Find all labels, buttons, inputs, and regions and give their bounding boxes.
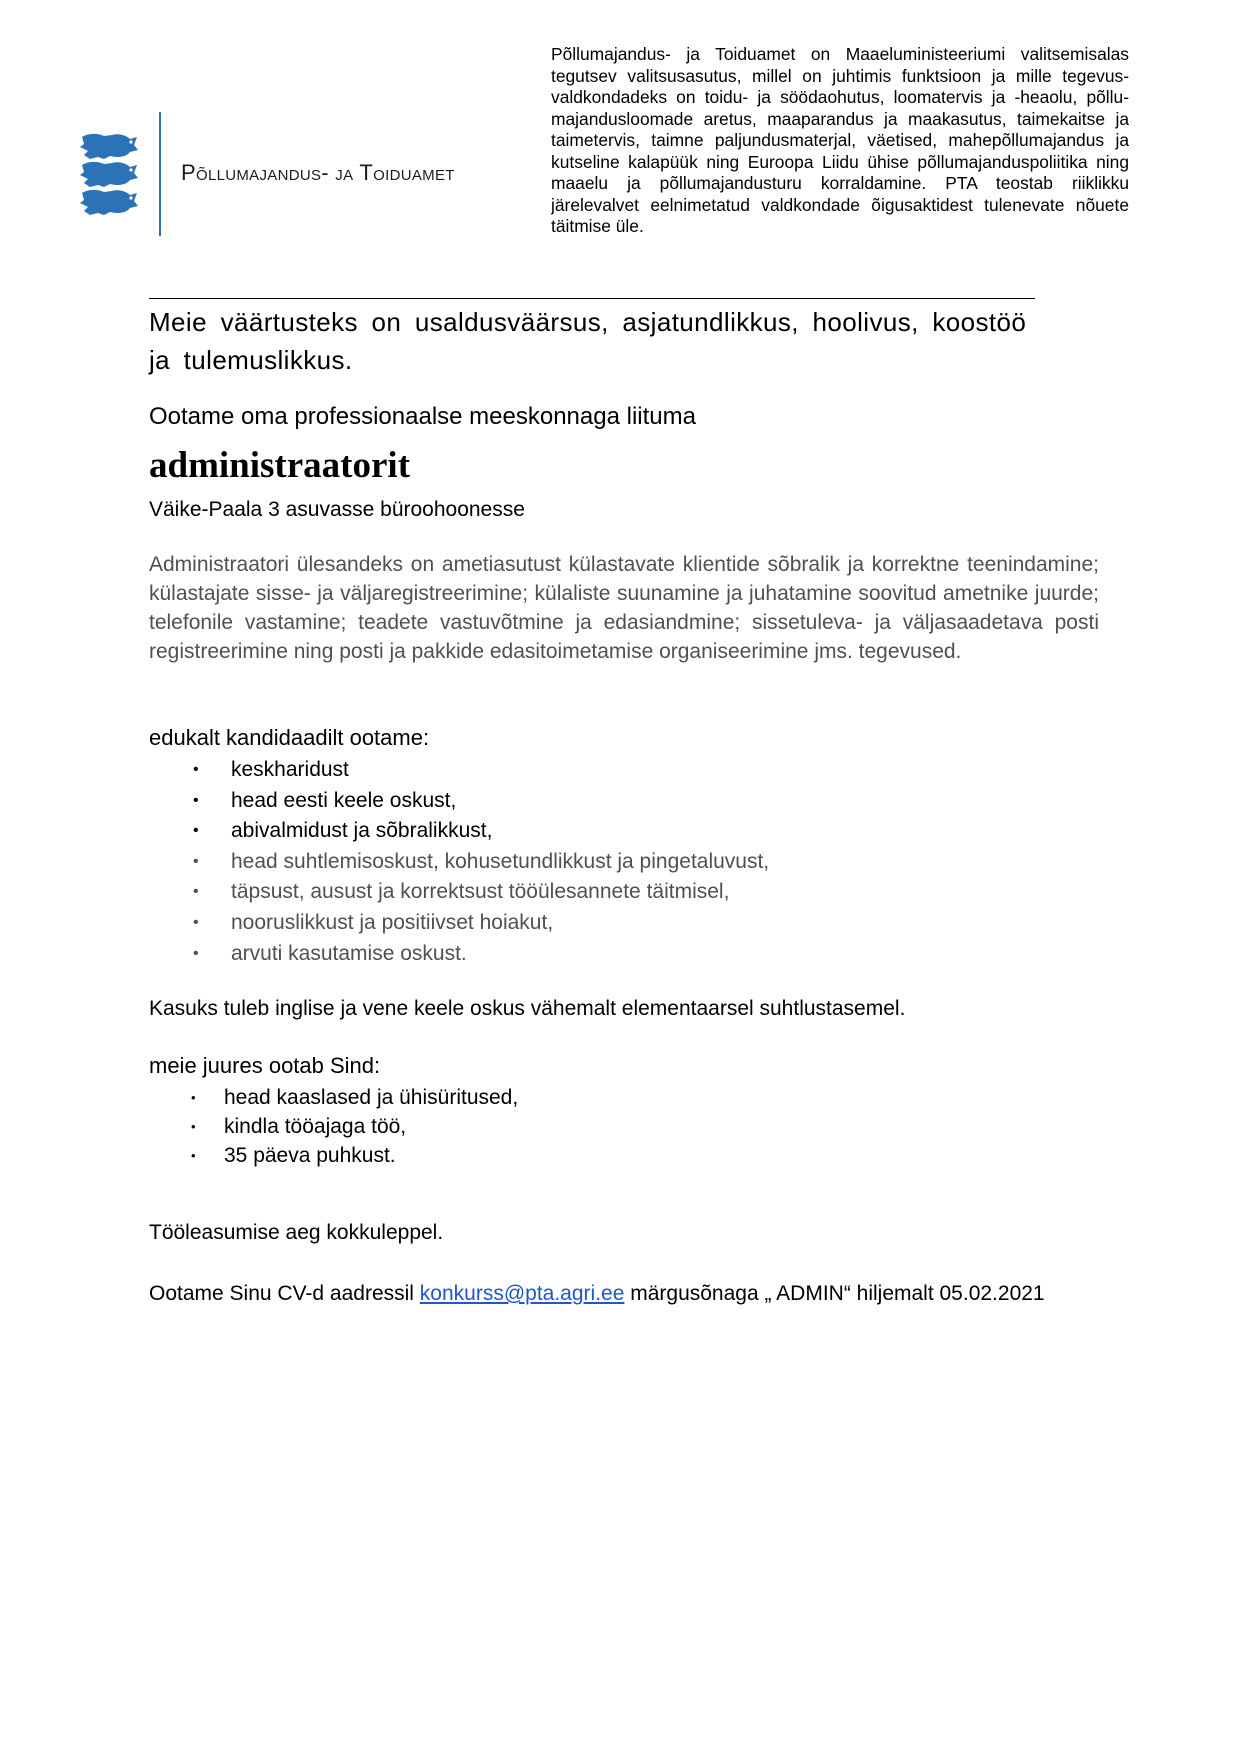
list-item	[149, 1112, 518, 1141]
location-line: Väike-Paala 3 asuvasse büroohoonesse	[149, 498, 525, 521]
list-item-text: kindla tööajaga töö,	[224, 1115, 407, 1138]
list-item-text: head kaaslased ja ühisüritused,	[224, 1086, 519, 1109]
list-item-text: keskharidust	[231, 758, 349, 781]
requirements-heading: edukalt kandidaadilt ootame:	[149, 725, 430, 750]
requirements-list	[149, 755, 769, 969]
contact-paragraph	[149, 1279, 1129, 1309]
horizontal-divider	[149, 298, 1035, 299]
values-statement: Meie väärtusteks on usaldusväärsus, asjatundlikkus, hoolivus, koostöö ja tulemuslikkus.	[149, 307, 1027, 375]
bullet-icon: •	[191, 1148, 196, 1163]
list-item-text: arvuti kasutamise oskust.	[231, 941, 467, 965]
bullet-icon: •	[193, 944, 199, 962]
bullet-icon: •	[193, 822, 199, 840]
list-item-text: head eesti keele oskust,	[231, 788, 457, 812]
logo-divider	[159, 112, 161, 236]
deadline-text: märgusõnaga „ ADMIN“ hiljemalt 05.02.2021	[624, 1282, 1045, 1305]
bullet-icon: •	[193, 791, 199, 809]
bullet-icon: •	[193, 852, 199, 870]
list-item	[149, 786, 769, 817]
list-item-text: nooruslikkust ja positiivset hoiakut,	[231, 910, 554, 934]
offer-heading: meie juures ootab Sind:	[149, 1053, 381, 1078]
organization-description: Põllumajandus- ja Toiduamet on Maaeluministeeriumi valitsemisalas tegutsev valitsusasutus, millel on juhtimis funktsioon ja mille tegevus- valdkondadeks on toidu- ja söödaohutus, loomatervis ja -heaolu, põllu- majandusloomade aretus, maaparandus ja maakasutus, taimekaitse ja taimetervis, taimne paljundusmaterjal, väetised, mahepõllumajandus ja kutseline kalapüük ning Euroopa Liidu ühise põllumajanduspoliitika ning maaelu ja põllumajandusturu korraldamine. PTA teostab riiklikku järelevalvet eelnimetatud valdkondade õigusaktidest tulenevate nõuete täitmise üle.	[551, 44, 1129, 236]
list-item	[149, 908, 769, 939]
list-item-text: 35 päeva puhkust.	[224, 1144, 396, 1167]
list-item	[149, 939, 769, 970]
offer-list	[149, 1083, 518, 1170]
organization-name: Põllumajandus- ja Toiduamet	[181, 160, 455, 185]
bullet-icon: •	[191, 1090, 196, 1105]
list-item	[149, 755, 769, 786]
start-time-line: Tööleasumise aeg kokkuleppel.	[149, 1221, 444, 1244]
language-skills-line: Kasuks tuleb inglise ja vene keele oskus vähemalt elementaarsel suhtlustasemel.	[149, 997, 906, 1020]
contact-text: Ootame Sinu CV-d aadressil	[149, 1282, 420, 1305]
bullet-icon: •	[193, 913, 199, 931]
list-item	[149, 877, 769, 908]
lion-icon	[80, 162, 138, 187]
three-lions-coat-of-arms-logo	[78, 132, 140, 216]
bullet-icon: •	[193, 761, 199, 778]
list-item-text: täpsust, ausust ja korrektsust tööülesannete täitmisel,	[231, 880, 730, 904]
lion-icon	[80, 190, 138, 215]
bullet-icon: •	[191, 1119, 196, 1134]
invitation-line: Ootame oma professionaalse meeskonnaga liituma	[149, 403, 696, 430]
list-item-text: head suhtlemisoskust, kohusetundlikkust ja pingetaluvust,	[231, 849, 770, 873]
list-item	[149, 1141, 518, 1170]
lion-icon	[80, 134, 138, 159]
list-item	[149, 1083, 518, 1112]
email-link[interactable]: konkurss@pta.agri.ee	[419, 1282, 625, 1305]
duties-paragraph: Administraatori ülesandeks on ametiasutust külastavate klientide sõbralik ja korrektne teenindamine; külastajate sisse- ja väljaregistreerimine; külaliste suunamine ja juhatamine soovitud ametnike juurde; telefonile vastamine; teadete vastuvõtmine ja edasiandmine; sissetuleva- ja väljasaadetava posti registreerimine ning posti ja pakkide edasitoimetamise organiseerimine jms. tegevused.	[149, 553, 1099, 663]
list-item	[149, 816, 769, 847]
list-item	[149, 847, 769, 878]
list-item-text: abivalmidust ja sõbralikkust,	[231, 819, 493, 843]
position-title: administraatorit	[149, 445, 411, 486]
bullet-icon: •	[193, 883, 199, 901]
